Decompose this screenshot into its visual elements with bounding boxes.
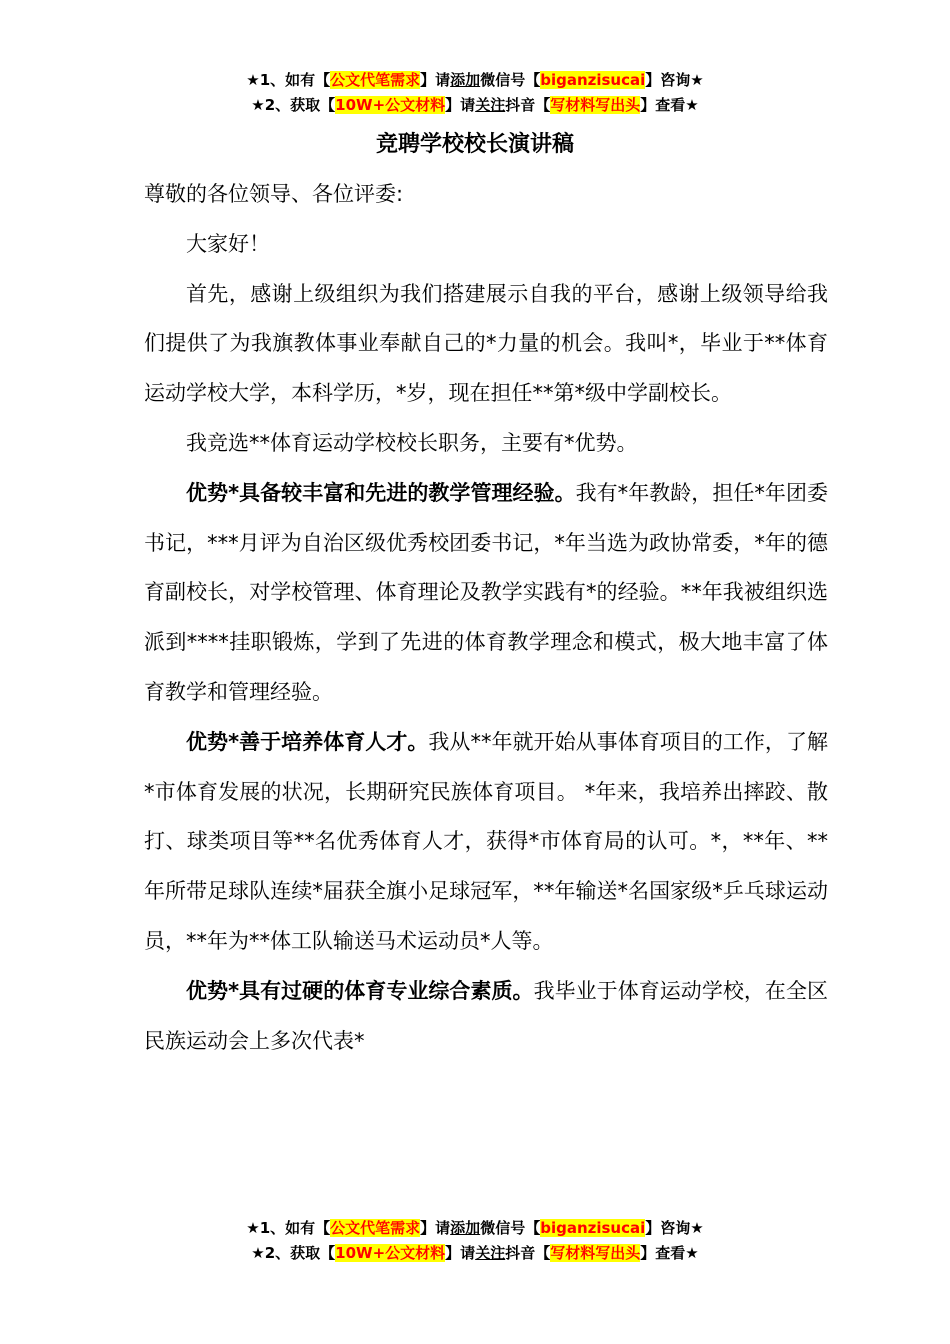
campaign-paragraph: 我竞选**体育运动学校校长职务，主要有*优势。 bbox=[186, 430, 638, 455]
star-icon: ★ bbox=[690, 1219, 704, 1237]
advantage-2-paragraph bbox=[144, 718, 828, 967]
intro-paragraph: 首先，感谢上级组织为我们搭建展示自我的平台，感谢上级领导给我们提供了为我旗教体事业奉献自己的*力量的机会。我叫*，毕业于**体育运动学校大学，本科学历，*岁，现在担任**第*级中学副校长。 bbox=[144, 281, 828, 406]
banner-text: 微信号【 bbox=[480, 71, 541, 89]
banner-text: 】咨询 bbox=[645, 1219, 691, 1237]
banner-line-1 bbox=[0, 68, 950, 93]
banner-line-2 bbox=[0, 93, 950, 118]
banner-text: 】请 bbox=[445, 96, 476, 114]
banner-line-1 bbox=[0, 1216, 950, 1241]
banner-text: 1、如有【 bbox=[259, 71, 331, 89]
advantage-1-paragraph bbox=[144, 469, 828, 718]
salutation: 尊敬的各位领导、各位评委: bbox=[144, 182, 404, 206]
banner-text: 】查看 bbox=[640, 1244, 686, 1262]
advantage-3-text: 我毕业于体育运动学校，在全区民族运动会上多次代表* bbox=[144, 978, 829, 1053]
star-icon: ★ bbox=[251, 96, 265, 114]
emphasis-follow: 关注 bbox=[475, 1244, 506, 1262]
emphasis-add: 添加 bbox=[450, 71, 481, 89]
star-icon: ★ bbox=[690, 71, 704, 89]
star-icon: ★ bbox=[685, 96, 699, 114]
banner-text: 抖音【 bbox=[505, 1244, 551, 1262]
advantage-3-paragraph bbox=[144, 967, 828, 1067]
highlight-douyin-account: 写材料写出头 bbox=[550, 1244, 641, 1262]
advantage-2-heading: 优势*善于培养体育人才。 bbox=[186, 729, 429, 754]
highlight-wechat-id: biganzisucai bbox=[540, 71, 646, 89]
advantage-1-text: 我有*年教龄，担任*年团委书记，***月评为自治区级优秀校团委书记，*年当选为政协常委，*年的德育副校长，对学校管理、体育理论及教学实践有*的经验。**年我被组织选派到****挂职锻炼，学到了先进的体育教学理念和模式，极大地丰富了体育教学和管理经验。 bbox=[144, 480, 829, 704]
footer-banner bbox=[0, 1216, 950, 1266]
header-banner bbox=[0, 68, 950, 118]
highlight-materials: 10W+公文材料 bbox=[335, 1244, 446, 1262]
highlight-service: 公文代笔需求 bbox=[330, 71, 421, 89]
banner-text: 2、获取【 bbox=[264, 96, 336, 114]
document-body bbox=[144, 170, 828, 1066]
advantage-3-heading: 优势*具有过硬的体育专业综合素质。 bbox=[186, 978, 534, 1003]
advantage-1-heading: 优势*具备较丰富和先进的教学管理经验。 bbox=[186, 480, 576, 505]
star-icon: ★ bbox=[246, 1219, 260, 1237]
banner-text: 1、如有【 bbox=[259, 1219, 331, 1237]
banner-line-2 bbox=[0, 1241, 950, 1266]
highlight-materials: 10W+公文材料 bbox=[335, 96, 446, 114]
banner-text: 】查看 bbox=[640, 96, 686, 114]
banner-text: 】请 bbox=[420, 71, 451, 89]
highlight-douyin-account: 写材料写出头 bbox=[550, 96, 641, 114]
document-title: 竞聘学校校长演讲稿 bbox=[375, 132, 574, 157]
banner-text: 抖音【 bbox=[505, 96, 551, 114]
greeting: 大家好！ bbox=[186, 231, 270, 256]
star-icon: ★ bbox=[685, 1244, 699, 1262]
banner-text: 微信号【 bbox=[480, 1219, 541, 1237]
highlight-wechat-id: biganzisucai bbox=[540, 1219, 646, 1237]
advantage-2-text: 我从**年就开始从事体育项目的工作，了解*市体育发展的状况，长期研究民族体育项目。 *年来，我培养出摔跤、散打、球类项目等**名优秀体育人才，获得*市体育局的认可。*，**年、**年所带足球队连续*届获全旗小足球冠军，**年输送*名国家级*乒乓球运动员，**年为**体工队输送马术运动员*人等。 bbox=[144, 729, 828, 953]
emphasis-follow: 关注 bbox=[475, 96, 506, 114]
banner-text: 】咨询 bbox=[645, 71, 691, 89]
banner-text: 】请 bbox=[420, 1219, 451, 1237]
emphasis-add: 添加 bbox=[450, 1219, 481, 1237]
star-icon: ★ bbox=[246, 71, 260, 89]
banner-text: 2、获取【 bbox=[264, 1244, 336, 1262]
banner-text: 】请 bbox=[445, 1244, 476, 1262]
highlight-service: 公文代笔需求 bbox=[330, 1219, 421, 1237]
star-icon: ★ bbox=[251, 1244, 265, 1262]
